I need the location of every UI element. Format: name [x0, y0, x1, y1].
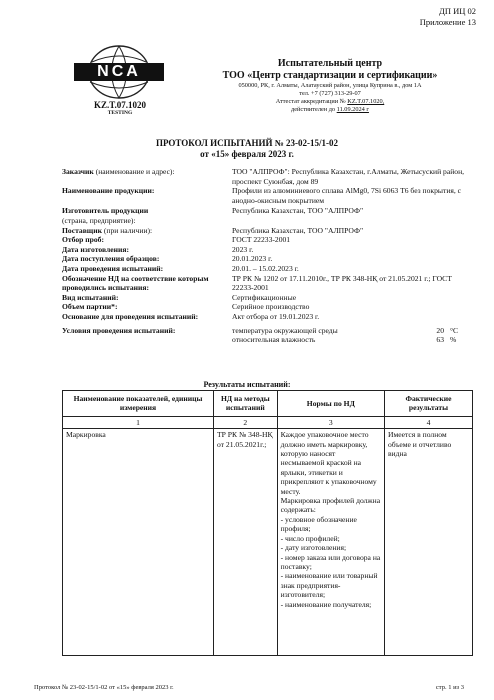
field-row [62, 235, 472, 245]
method-cell: ТР РК № 348-НҚ от 21.05.2021г.; [214, 429, 278, 656]
results-title: Результаты испытаний: [203, 380, 291, 389]
humidity-value: 63 [436, 335, 444, 345]
field-label: Вид испытаний: [62, 292, 119, 302]
field-label: Основание для проведения испытаний: [62, 311, 199, 321]
field-value: Акт отбора от 19.01.2023 г. [232, 311, 320, 321]
field-row [62, 264, 472, 274]
field-label: Отбор проб: [62, 235, 104, 245]
norm-line: - условное обозначение профиля; [280, 514, 357, 534]
field-label: Условия проведения испытаний: [62, 325, 176, 335]
temperature-label: температура окружающей среды [232, 325, 338, 335]
field-row [62, 206, 472, 225]
field-label: Дата изготовления: [62, 244, 129, 254]
field-label: Дата проведения испытаний: [62, 263, 164, 273]
norms-cell [277, 429, 384, 656]
field-row [62, 226, 472, 236]
column-number: 2 [214, 416, 278, 428]
field-label: Дата поступления образцов: [62, 254, 160, 264]
field-row [62, 245, 472, 255]
field-label [62, 206, 232, 225]
field-value: Сертификационные [232, 292, 297, 302]
norm-line: Маркировка профилей должна содержать: [280, 496, 381, 515]
field-row [62, 186, 472, 205]
humidity-unit: % [450, 335, 457, 345]
field-value: 2023 г. [232, 244, 254, 254]
field-value: ТОО "АЛПРОФ": Республика Казахстан, г.Алматы, Жетысуский район, проспект Суюнбая, дом 89 [232, 167, 465, 186]
field-row [62, 302, 472, 312]
accreditation-prefix: Аттестат аккредитации № [275, 98, 348, 105]
org-name: ТОО «Центр стандартизации и сертификации» [222, 70, 438, 81]
field-label-note: (страна, предприятие): [62, 215, 136, 225]
field-row-conditions [62, 326, 472, 345]
humidity-label: относительная влажность [232, 335, 316, 345]
norm-line: - наименование получателя; [280, 599, 372, 609]
norm-line: - дату изготовления; [280, 543, 347, 553]
accreditation-number: KZ.T.07.1020, [347, 98, 385, 105]
conditions-values [232, 326, 472, 345]
field-label [62, 226, 232, 236]
header-indicator: Наименование показателей, единицы измерения [63, 391, 214, 417]
validity [190, 106, 470, 114]
page-number: стр. 1 из 3 [435, 684, 464, 691]
org-phone: тел. +7 (727) 313-29-07 [299, 90, 361, 97]
protocol-date: от «15» февраля 2023 г. [200, 149, 294, 159]
field-row [62, 293, 472, 303]
table-row [63, 429, 473, 656]
header-results: Фактические результаты [384, 391, 472, 417]
norm-line: - номер заказа или договора на поставку; [280, 552, 381, 571]
norm-line: - наименование или товарный знак предприятия-изготовителя; [280, 571, 378, 600]
table-number-row [63, 416, 473, 428]
document-code [420, 6, 476, 28]
logo-text: NCA [97, 63, 141, 80]
table-header-row [63, 391, 473, 417]
nca-logo [70, 44, 168, 100]
result-cell: Имеется в полном объеме и отчетливо видна [384, 429, 472, 656]
document-code-line: ДП ИЦ 02 [439, 6, 476, 16]
logo-sub: TESTING [107, 110, 133, 116]
field-value: Республика Казахстан, ТОО "АЛПРОФ" [232, 225, 364, 235]
norm-line: - число профилей; [280, 533, 340, 543]
footer-protocol: Протокол № 23-02-15/1-02 от «15» февраля 2023 г. [34, 684, 174, 691]
field-value: Серийное производство [232, 302, 310, 312]
organization-header [190, 58, 470, 114]
field-row [62, 312, 472, 322]
logo-code: KZ.T.07.1020 [93, 100, 147, 110]
column-number: 3 [277, 416, 384, 428]
indicator-cell: Маркировка [63, 429, 214, 656]
field-label-main: Заказчик [62, 167, 94, 176]
humidity-row [232, 335, 472, 345]
protocol-number: ПРОТОКОЛ ИСПЫТАНИЙ № 23-02-15/1-02 [155, 138, 339, 148]
field-label-main: Изготовитель продукции [62, 206, 149, 216]
header-method: НД на методы испытаний [214, 391, 278, 417]
column-number: 4 [384, 416, 472, 428]
field-label: Объем партии*: [62, 302, 118, 312]
accreditation [190, 98, 470, 106]
field-label-main: Поставщик [62, 225, 102, 235]
field-value: 20.01. – 15.02.2023 г. [232, 263, 299, 273]
org-title: Испытательный центр [277, 58, 383, 69]
field-value: ГОСТ 22233-2001 [232, 235, 291, 245]
protocol-fields [62, 167, 472, 345]
field-value: Республика Казахстан, ТОО "АЛПРОФ" [232, 206, 364, 216]
temperature-unit: °С [450, 325, 459, 335]
field-label-note: (при наличии): [101, 225, 153, 235]
field-row [62, 274, 472, 293]
appendix-label: Приложение 13 [419, 17, 476, 27]
field-label [62, 167, 232, 186]
field-value: Профили из алюминиевого сплава АlMg0, 7Si 6063 Т6 без покрытия, с анодно-окисным покрытием [232, 186, 462, 205]
protocol-title [0, 138, 494, 160]
field-label: Обозначение НД на соответствие которым проводились испытания: [62, 273, 209, 293]
org-address: 050000, РК, г. Алматы, Алатауский район, улица Куприна в., дом 1А [238, 82, 422, 89]
valid-prefix: действителен до [291, 106, 337, 113]
temperature-row [232, 326, 472, 336]
results-table [62, 390, 473, 656]
field-label: Наименование продукции: [62, 186, 155, 196]
temperature-value: 20 [436, 325, 444, 335]
field-row [62, 254, 472, 264]
field-label-note: (наименование и адрес): [93, 167, 175, 176]
norm-line: Каждое упаковочное место должно иметь маркировку, которую наносят несмываемой краской на ярлыки, этикетки и прикрепляют к упаковочному месту. [280, 430, 377, 496]
header-norms: Нормы по НД [277, 391, 384, 417]
field-value: ТР РК № 1202 от 17.11.2010г., ТР РК 348-НҚ от 21.05.2021 г.; ГОСТ 22233-2001 [232, 273, 452, 293]
valid-date: 11.09.2024 г [336, 106, 369, 113]
field-value: 20.01.2023 г. [232, 254, 273, 264]
column-number: 1 [63, 416, 214, 428]
field-row [62, 167, 472, 186]
page-footer [34, 684, 464, 691]
